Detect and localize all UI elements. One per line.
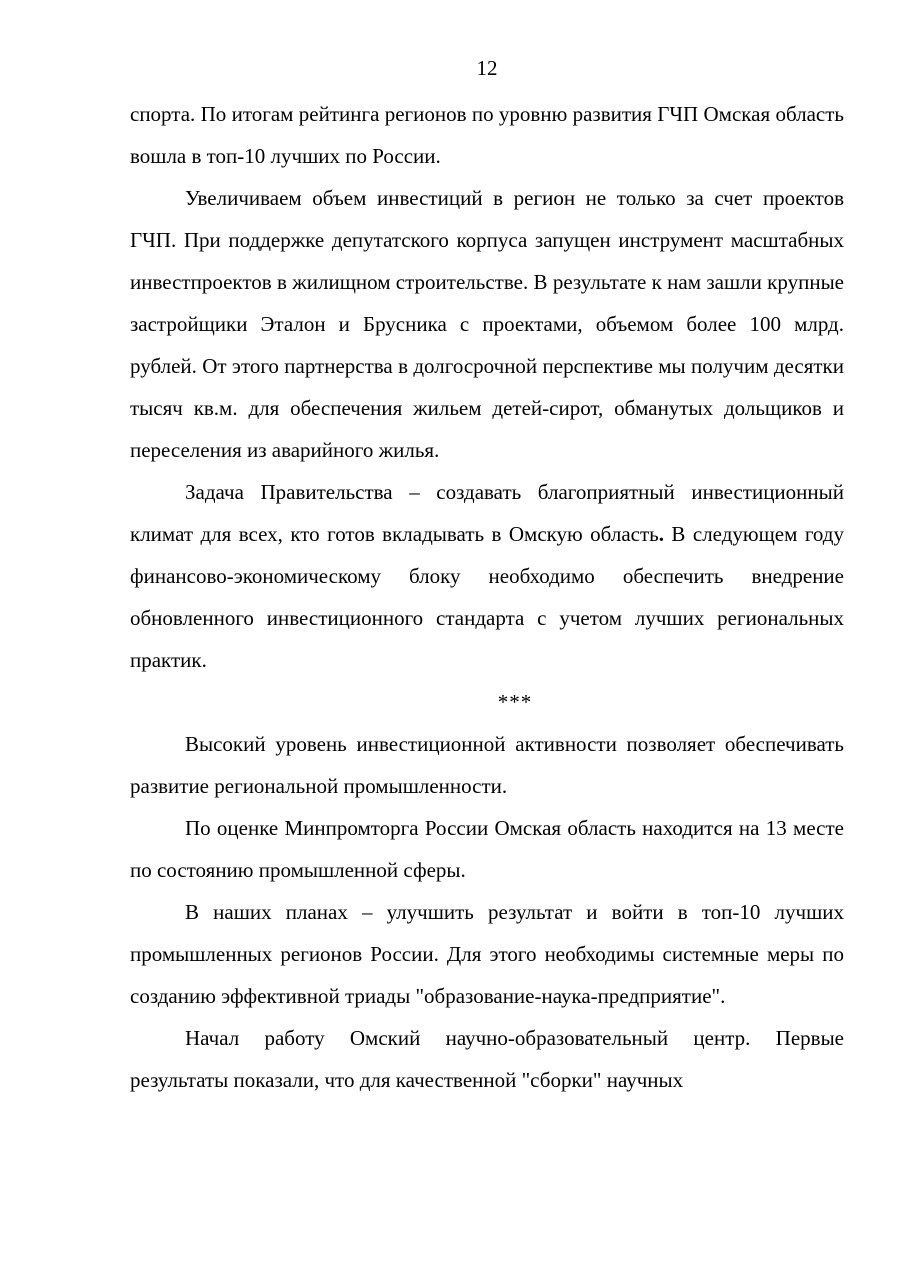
- paragraph-scientific-center: Начал работу Омский научно-образовательный центр. Первые результаты показали, что для качественной "сборки" научных: [130, 1026, 844, 1092]
- paragraph-government-task-part1: Задача Правительства – создавать благоприятный инвестиционный климат для всех, кто готов вкладывать в Омскую область: [130, 480, 844, 546]
- document-body: [130, 93, 844, 1101]
- paragraph-government-task: [130, 471, 844, 681]
- paragraph-government-task-part2: В следующем году финансово-экономическому блоку необходимо обеспечить внедрение обновленного инвестиционного стандарта с учетом лучших региональных практик.: [130, 522, 844, 672]
- paragraph-minpromtorg-assessment: По оценке Минпромторга России Омская область находится на 13 месте по состоянию промышленной сферы.: [130, 816, 844, 882]
- paragraph-plans-top10: В наших планах – улучшить результат и войти в топ-10 лучших промышленных регионов России. Для этого необходимы системные меры по созданию эффективной триады "образование-наука-предприятие".: [130, 900, 844, 1008]
- paragraph-ppp-rating: спорта. По итогам рейтинга регионов по уровню развития ГЧП Омская область вошла в топ-10 лучших по России.: [130, 102, 844, 168]
- page-number: 12: [476, 56, 498, 80]
- bold-period: .: [658, 522, 664, 546]
- paragraph-investment-activity: Высокий уровень инвестиционной активности позволяет обеспечивать развитие региональной промышленности.: [130, 732, 844, 798]
- section-separator: ***: [497, 690, 533, 714]
- paragraph-investments: Увеличиваем объем инвестиций в регион не только за счет проектов ГЧП. При поддержке депутатского корпуса запущен инструмент масштабных инвестпроектов в жилищном строительстве. В результате к нам зашли крупные застройщики Эталон и Брусника с проектами, объемом более 100 млрд. рублей. От этого партнерства в долгосрочной перспективе мы получим десятки тысяч кв.м. для обеспечения жильем детей-сирот, обманутых дольщиков и переселения из аварийного жилья.: [130, 186, 844, 462]
